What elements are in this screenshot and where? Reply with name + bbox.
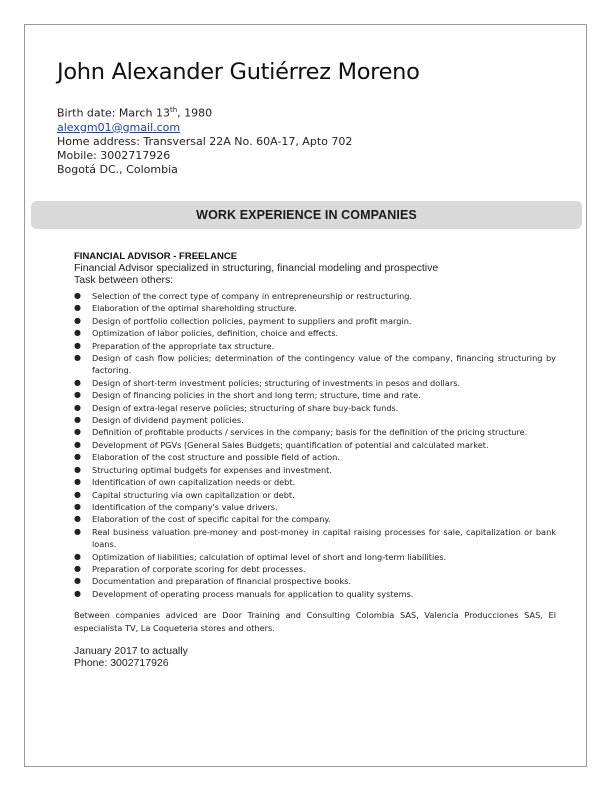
period-block xyxy=(74,645,556,670)
section-title: WORK EXPERIENCE IN COMPANIES xyxy=(196,208,417,222)
task-text: Design of portfolio collection policies, payment to suppliers and profit margin. xyxy=(92,315,412,326)
task-text: Capital structuring via own capitalization or debt. xyxy=(92,489,295,500)
bullet-icon: ● xyxy=(74,526,81,536)
task-item xyxy=(74,377,556,389)
companies-text: Between companies adviced are Door Training and Consulting Colombia SAS, Valencia Producciones SAS, El especialista TV, La Coqueteria stores and others. xyxy=(74,610,556,633)
task-text: Identification of own capitalization needs or debt. xyxy=(92,477,296,488)
task-text: Elaboration of the cost structure and possible field of action. xyxy=(92,452,340,463)
task-item xyxy=(74,414,556,426)
job-title: FINANCIAL ADVISOR - FREELANCE xyxy=(74,251,238,262)
task-text: Design of extra-legal reserve policies; structuring of share buy-back funds. xyxy=(92,402,399,413)
bullet-icon: ● xyxy=(74,489,81,499)
bullet-icon: ● xyxy=(74,452,81,462)
task-text: Optimization of liabilities; calculation of optimal level of short and long-term liabilities. xyxy=(92,551,447,562)
task-text: Elaboration of the cost of specific capital for the company. xyxy=(92,514,331,525)
bullet-icon: ● xyxy=(74,514,81,524)
bullet-icon: ● xyxy=(74,353,81,363)
task-text: Definition of profitable products / services in the company; basis for the definition of the pricing structure. xyxy=(92,427,528,438)
task-item xyxy=(74,315,556,327)
email-link[interactable]: alexgm01@gmail.com xyxy=(57,120,181,134)
bullet-icon: ● xyxy=(74,588,81,598)
task-text: Structuring optimal budgets for expenses and investment. xyxy=(92,464,332,475)
task-item xyxy=(74,439,556,451)
task-text: Preparation of the appropriate tax structure. xyxy=(92,340,275,351)
bullet-icon: ● xyxy=(74,439,81,449)
task-list xyxy=(74,290,556,600)
task-item xyxy=(74,513,556,525)
task-item xyxy=(74,352,556,377)
task-item xyxy=(74,327,556,339)
task-text: Real business valuation pre-money and post-money in capital raising processes for sale, capitalization or bank loans. xyxy=(92,526,556,550)
job-description: Financial Advisor specialized in structuring, financial modeling and prospective xyxy=(74,262,439,274)
bullet-icon: ● xyxy=(74,328,81,338)
task-text: Design of cash flow policies; determination of the contingency value of the company, financing structuring by factoring. xyxy=(92,353,556,376)
task-item xyxy=(74,501,556,513)
task-text: Development of operating process manuals for application to quality systems. xyxy=(92,588,414,599)
task-item xyxy=(74,526,556,551)
task-item xyxy=(74,302,556,314)
birth-date: Birth date: March 13th, 1980 xyxy=(57,106,213,120)
task-text: Identification of the company's value drivers. xyxy=(92,501,278,512)
task-item xyxy=(74,451,556,463)
task-item xyxy=(74,290,556,302)
task-item xyxy=(74,389,556,401)
job-entry xyxy=(74,251,556,670)
task-item xyxy=(74,426,556,438)
task-text: Elaboration of the optimal shareholding structure. xyxy=(92,303,297,314)
bullet-icon: ● xyxy=(74,315,81,325)
task-text: Design of financing policies in the short and long term; structure, time and rate. xyxy=(92,390,421,401)
task-text: Selection of the correct type of company in entrepreneurship or restructuring. xyxy=(92,291,413,301)
section-header xyxy=(31,201,582,229)
bullet-icon: ● xyxy=(74,291,81,300)
tasks-label: Task between others: xyxy=(74,274,174,286)
task-item xyxy=(74,476,556,488)
job-phone: Phone: 3002717926 xyxy=(74,657,169,670)
task-text: Development of PGVs (General Sales Budgets; quantification of potential and calculated market. xyxy=(92,439,489,450)
task-item xyxy=(74,489,556,501)
task-item xyxy=(74,402,556,414)
task-item xyxy=(74,563,556,575)
bullet-icon: ● xyxy=(74,477,81,487)
mobile-number: Mobile: 3002717926 xyxy=(57,148,171,162)
home-address: Home address: Transversal 22A No. 60A-17, Apto 702 xyxy=(57,134,353,148)
bullet-icon: ● xyxy=(74,576,81,586)
bullet-icon: ● xyxy=(74,402,81,412)
contact-block xyxy=(57,103,352,177)
task-item xyxy=(74,575,556,587)
bullet-icon: ● xyxy=(74,427,81,437)
task-text: Preparation of corporate scoring for debt processes. xyxy=(92,563,306,574)
task-text: Design of dividend payment policies. xyxy=(92,415,244,426)
bullet-icon: ● xyxy=(74,390,81,400)
bullet-icon: ● xyxy=(74,340,81,350)
bullet-icon: ● xyxy=(74,464,81,474)
task-item xyxy=(74,588,556,600)
bullet-icon: ● xyxy=(74,563,81,573)
candidate-name: John Alexander Gutiérrez Moreno xyxy=(57,59,420,85)
task-text: Design of short-term investment policies; structuring of investments in pesos and dollars. xyxy=(92,377,461,388)
bullet-icon: ● xyxy=(74,377,81,387)
task-item xyxy=(74,464,556,476)
bullet-icon: ● xyxy=(74,501,81,511)
task-text: Optimization of labor policies, definition, choice and effects. xyxy=(92,328,339,339)
bullet-icon: ● xyxy=(74,415,81,425)
task-item xyxy=(74,340,556,352)
task-item xyxy=(74,551,556,563)
job-period: January 2017 to actually xyxy=(74,644,188,657)
task-text: Documentation and preparation of financial prospective books. xyxy=(92,576,351,587)
city: Bogotá DC., Colombia xyxy=(57,162,178,176)
bullet-icon: ● xyxy=(74,303,81,313)
bullet-icon: ● xyxy=(74,551,81,561)
